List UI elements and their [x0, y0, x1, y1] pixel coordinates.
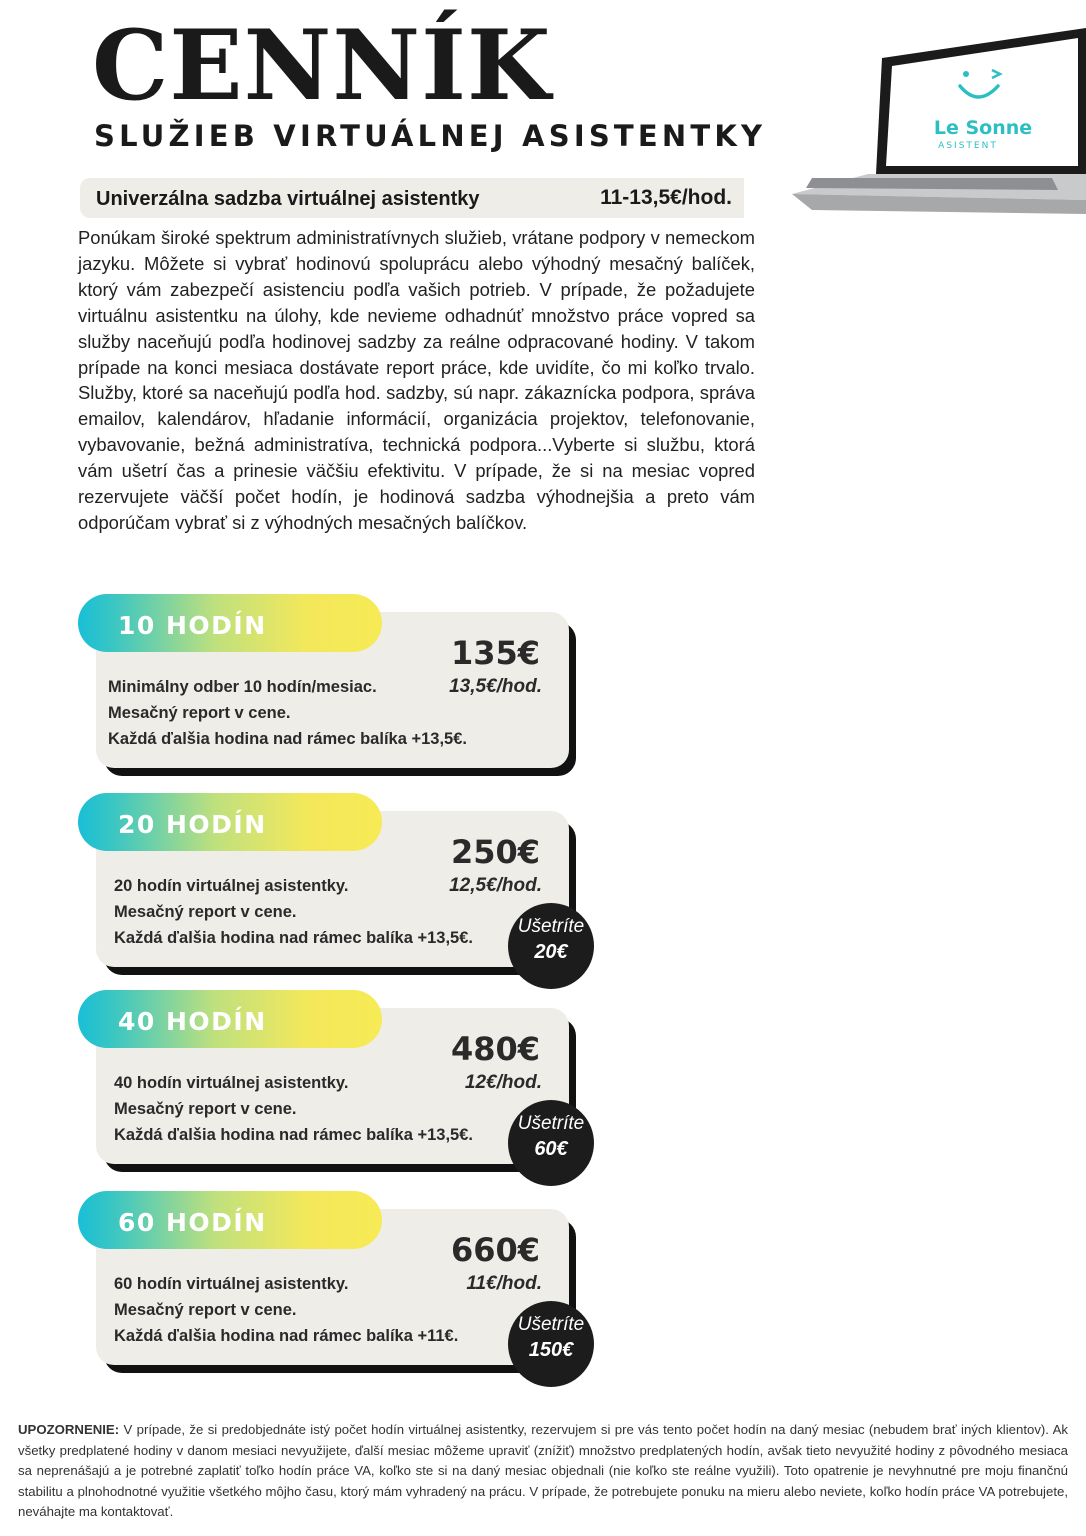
page-title: CENNÍK	[92, 9, 552, 122]
package-feature: Každá ďalšia hodina nad rámec balíka +13,5€.	[108, 730, 467, 748]
package-feature: Mesačný report v cene.	[114, 1301, 297, 1319]
package-60-hours	[78, 1191, 598, 1381]
universal-rate-label: Univerzálna sadzba virtuálnej asistentky	[96, 188, 480, 210]
package-feature: Každá ďalšia hodina nad rámec balíka +11€.	[114, 1327, 459, 1345]
package-40-hours	[78, 990, 598, 1180]
logo-brand: Le Sonne	[933, 117, 1033, 139]
package-tab	[78, 1191, 382, 1249]
package-hourly-rate: 11€/hod.	[466, 1273, 542, 1294]
package-features	[114, 1271, 458, 1349]
notice-body: V prípade, že si predobjednáte istý počet hodín virtuálnej asistentky, rezervujem si pre vás tento počet hodín na daný mesiac (nebudem brať iných klientov). Ak všetky predplatené hodiny v danom mesiaci nevyužijete, ďalší mesiac môžeme upraviť (znížiť) množstvo predplatených hodín, avšak tieto nevyužité hodiny z pôvodného mesiaca sa neprenášajú a je potrebné zaplatiť toľko hodín práce VA, koľko ste si na daný mesiac objednali (nie koľko ste reálne využili). Toto opatrenie je nevyhnutné pre moju finančnú stabilitu a plnohodnotné využitie všetkého môjho času, ktorý mám vyhradený na prácu. V prípade, že potrebujete ponuku na mieru alebo neviete, koľko hodín práce VA potrebujete, neváhajte ma kontaktovať.	[18, 1422, 1068, 1520]
universal-rate-bar	[80, 178, 744, 218]
savings-label: Ušetríte	[517, 916, 585, 937]
package-feature: Minimálny odber 10 hodín/mesiac.	[108, 678, 377, 696]
package-feature: 40 hodín virtuálnej asistentky.	[114, 1074, 349, 1092]
savings-badge	[508, 1301, 594, 1387]
package-price: 250€	[450, 833, 540, 871]
package-10-hours	[78, 594, 598, 784]
package-feature: Mesačný report v cene.	[114, 1100, 297, 1118]
notice-text	[18, 1420, 1068, 1523]
package-label: 10 HODÍN	[118, 611, 267, 640]
laptop-logo-image	[752, 24, 1086, 218]
savings-label: Ušetríte	[517, 1113, 585, 1134]
package-feature: 60 hodín virtuálnej asistentky.	[114, 1275, 349, 1293]
intro-text: Ponúkam široké spektrum administratívnych služieb, vrátane podpory v nemeckom jazyku. Môžete si vybrať hodinovú spoluprácu alebo výhodný mesačný balíček, ktorý vám zabezpečí asistenciu podľa vašich potrieb. V prípade, že požadujete virtuálnu asistentku na úlohy, kde nevieme odhadnúť množstvo práce vopred sa služby naceňujú podľa hodinovej sadzby za reálne odpracované hodiny. V takom prípade na konci mesiaca dostávate report práce, kde uvidíte, čo mi koľko trvalo. Služby, ktoré sa naceňujú podľa hod. sadzby, sú napr. zákaznícka podpora, správa emailov, kalendárov, hľadanie informácií, organizácia projektov, telefonovanie, vybavovanie, bežná administratíva, technická podpora...Vyberte si službu, ktorá vám ušetrí čas a prinesie väčšiu efektivitu. V prípade, že si na mesiac vopred rezervujete väčší počet hodín, je hodinová sadzba výhodnejšia a preto vám odporúčam vybrať si z výhodných mesačných balíčkov.	[78, 227, 755, 533]
package-feature: 20 hodín virtuálnej asistentky.	[114, 877, 349, 895]
package-price: 135€	[450, 634, 540, 672]
package-price: 660€	[450, 1231, 540, 1269]
savings-amount: 20€	[534, 941, 568, 963]
page-subtitle: SLUŽIEB VIRTUÁLNEJ ASISTENTKY	[94, 119, 767, 153]
package-tab	[78, 990, 382, 1048]
package-feature: Každá ďalšia hodina nad rámec balíka +13,5€.	[114, 1126, 473, 1144]
savings-amount: 60€	[534, 1138, 568, 1160]
package-feature: Každá ďalšia hodina nad rámec balíka +13,5€.	[114, 929, 473, 947]
package-label: 40 HODÍN	[118, 1007, 267, 1036]
notice-label: UPOZORNENIE:	[18, 1422, 120, 1437]
savings-label: Ušetríte	[517, 1314, 585, 1335]
logo-tagline: ASISTENT	[938, 141, 998, 151]
savings-badge	[508, 903, 594, 989]
package-features	[114, 1070, 473, 1148]
package-tab	[78, 793, 382, 851]
package-hourly-rate: 13,5€/hod.	[449, 676, 542, 697]
package-feature: Mesačný report v cene.	[108, 704, 291, 722]
package-features	[114, 873, 473, 951]
package-hourly-rate: 12€/hod.	[464, 1072, 542, 1093]
package-price: 480€	[450, 1030, 540, 1068]
package-feature: Mesačný report v cene.	[114, 903, 297, 921]
package-hourly-rate: 12,5€/hod.	[449, 875, 542, 896]
logo-eye-left-icon	[963, 71, 969, 77]
savings-amount: 150€	[528, 1339, 574, 1361]
universal-rate-value: 11-13,5€/hod.	[600, 186, 732, 209]
package-label: 60 HODÍN	[118, 1208, 267, 1237]
savings-badge	[508, 1100, 594, 1186]
package-features	[108, 674, 467, 752]
package-label: 20 HODÍN	[118, 810, 267, 839]
package-tab	[78, 594, 382, 652]
package-20-hours	[78, 793, 598, 983]
